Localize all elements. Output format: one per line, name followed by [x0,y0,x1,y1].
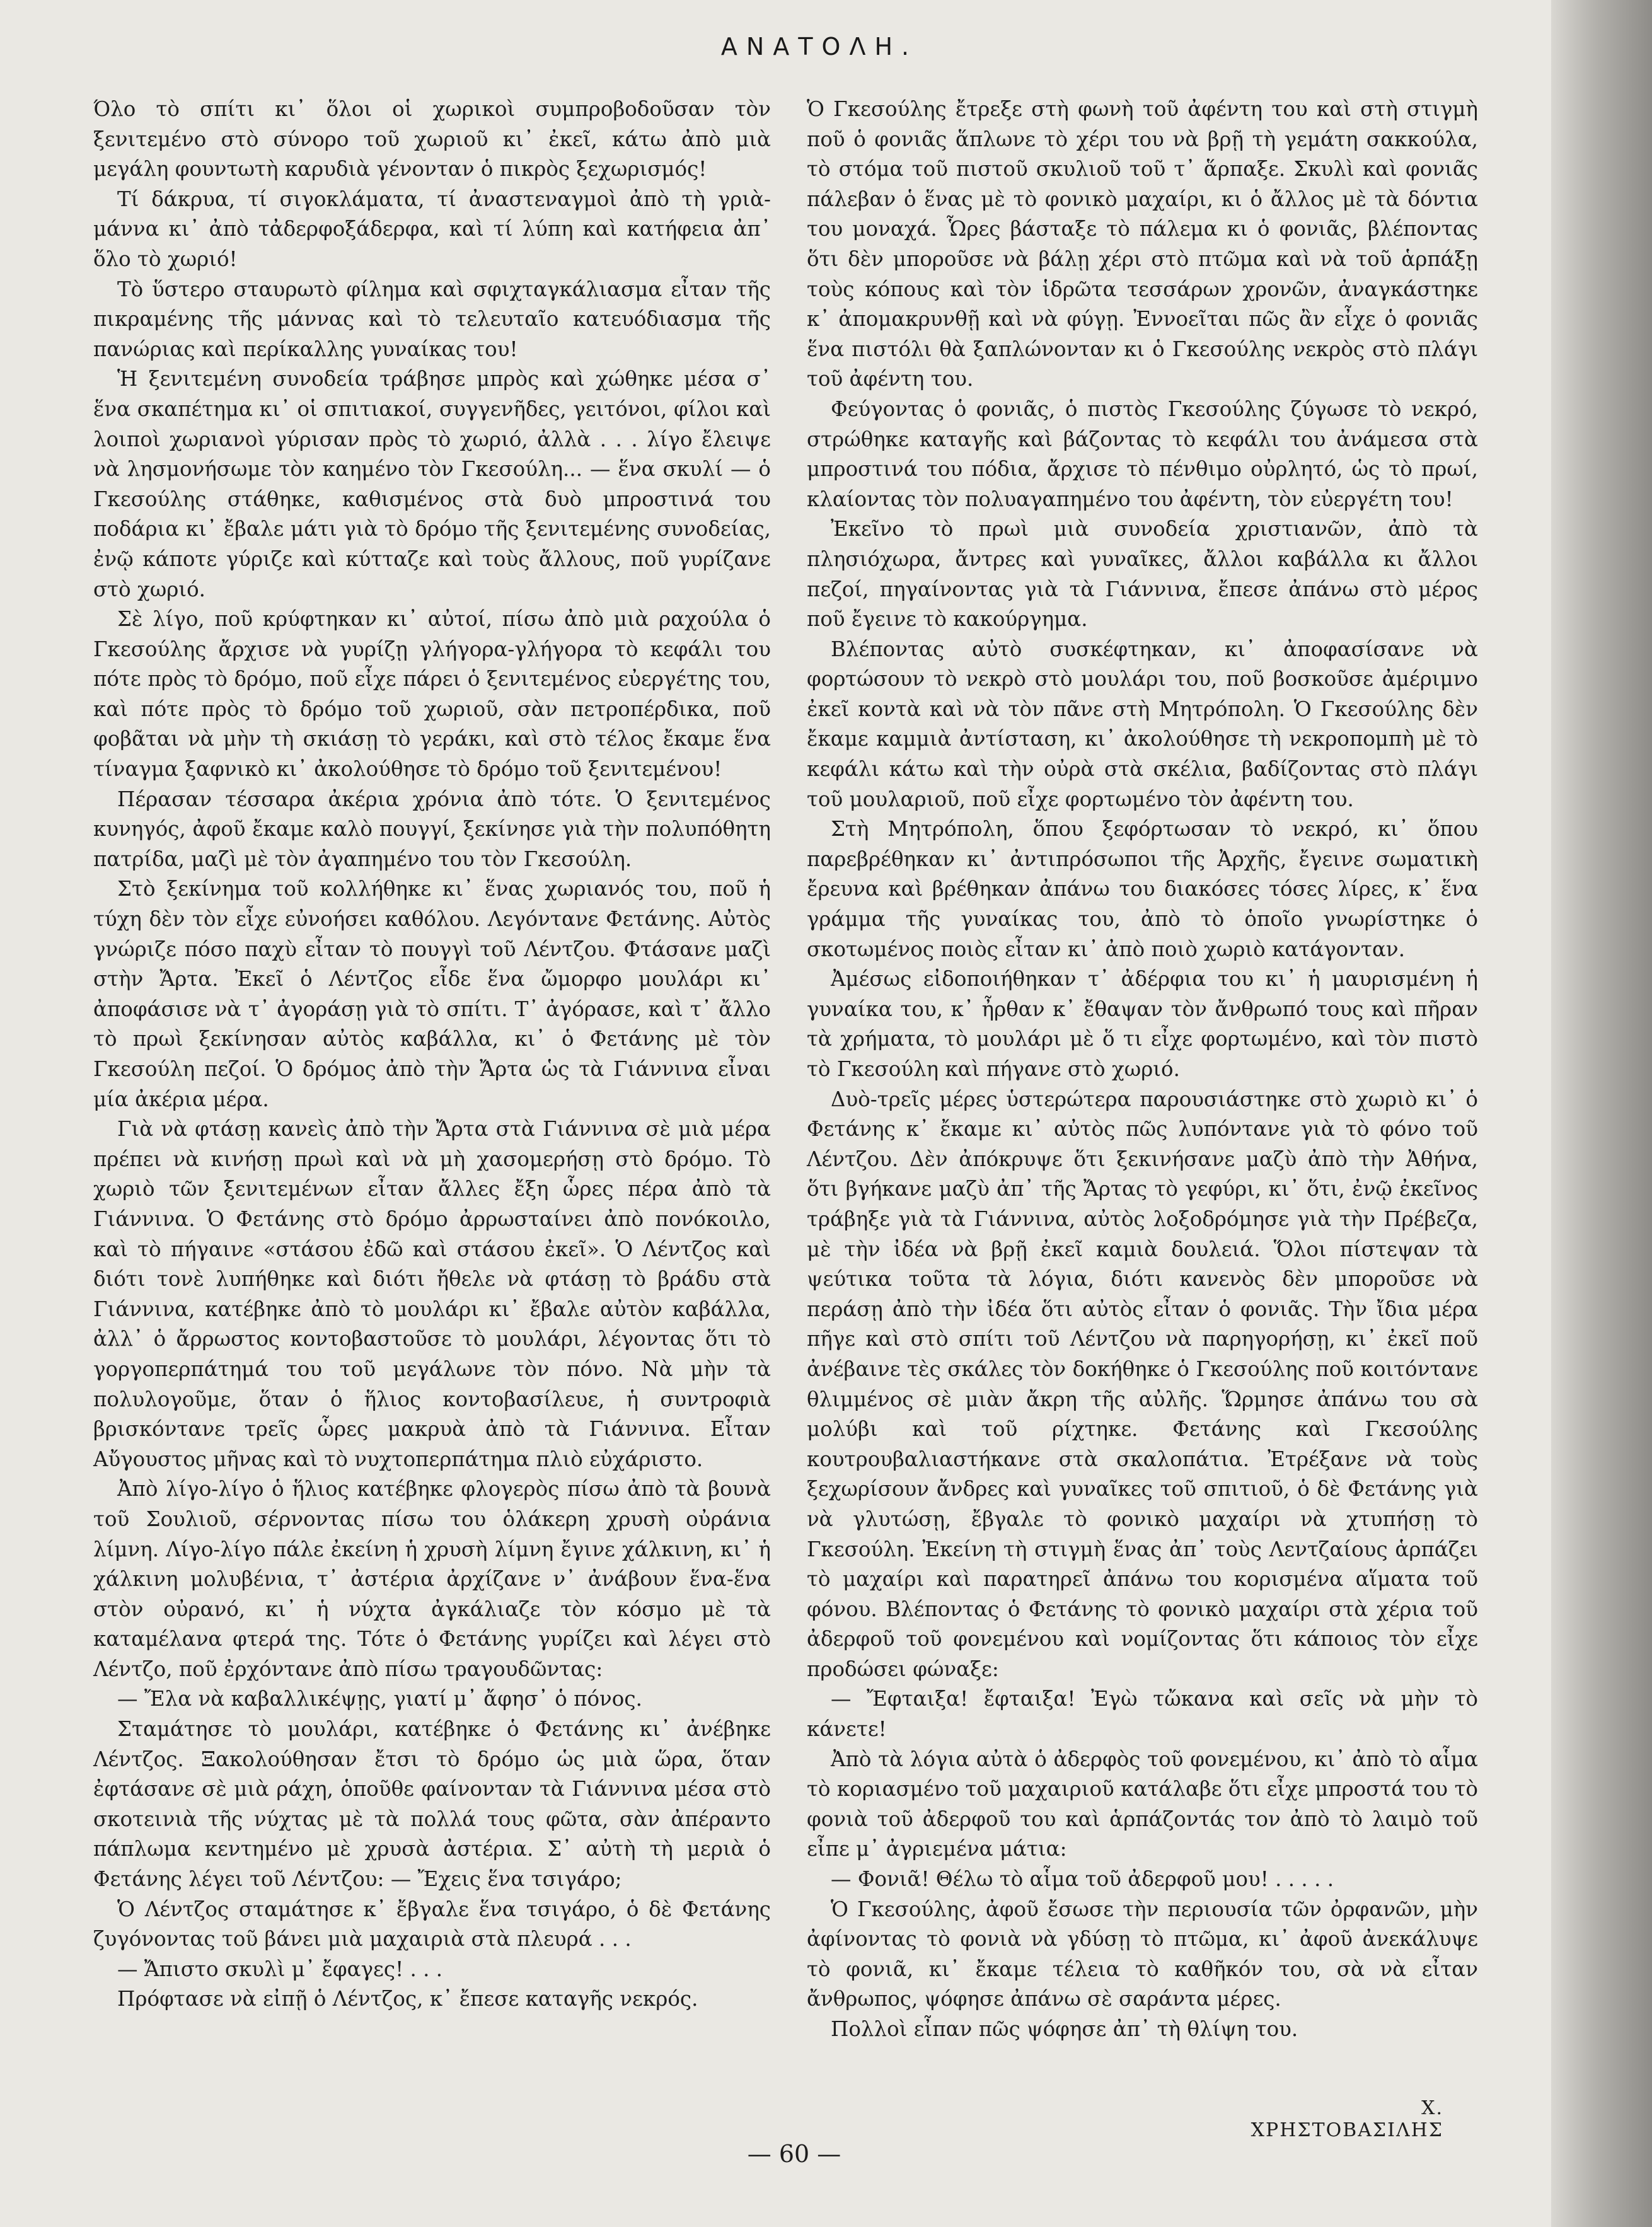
paragraph: Ἀπὸ τὰ λόγια αὐτὰ ὁ ἀδερφὸς τοῦ φονεμένου, κι᾽ ἀπὸ τὸ αἷμα τὸ κοριασμένο τοῦ μαχαιριοῦ κατάλαβε ὅτι εἶχε μπροστά του τὸ φονιὰ τοῦ ἀδερφοῦ του καὶ ἁρπάζοντάς τον ἀπὸ τὸ λαιμὸ τοῦ εἶπε μ᾽ ἀγριεμένα μάτια: [807,1747,1478,1861]
paragraph: Ἡ ξενιτεμένη συνοδεία τράβησε μπρὸς καὶ χώθηκε μέσα σ᾽ ἕνα σκαπέτημα κι᾽ οἱ σπιτιακοί, συγγενῆδες, γειτόνοι, φίλοι καὶ λοιποὶ χωριανοὶ γύρισαν πρὸς τὸ χωριό, ἀλλὰ . . . λίγο ἔλειψε νὰ λησμονήσωμε τὸν καημένο τὸν Γκεσούλη... — ἕνα σκυλί — ὁ Γκεσούλης στάθηκε, καθισμένος στὰ δυὸ μπροστινά του ποδάρια κι᾽ ἔβαλε μάτι γιὰ τὸ δρόμο τῆς ξενιτεμένης συνοδείας, ἐνῷ κάποτε γύριζε καὶ κύτταζε καὶ τοὺς ἄλλους, ποῦ γυρίζανε στὸ χωριό. [93,367,771,601]
paragraph: Τὸ ὕστερο σταυρωτὸ φίλημα καὶ σφιχταγκάλιασμα εἶταν τῆς πικραμένης τῆς μάννας καὶ τὸ τελευταῖο κατευόδιασμα τῆς πανώριας καὶ περίκαλλης γυναίκας του! [93,277,771,361]
paragraph: Γιὰ νὰ φτάσῃ κανεὶς ἀπὸ τὴν Ἄρτα στὰ Γιάννινα σὲ μιὰ μέρα πρέπει νὰ κινήσῃ πρωὶ καὶ νὰ μὴ χασομερήσῃ στὸ δρόμο. Τὸ χωριὸ τῶν ξενιτεμένων εἶταν ἄλλες ἔξη ὧρες πέρα ἀπὸ τὰ Γιάννινα. Ὁ Φετάνης στὸ δρόμο ἀρρωσταίνει ἀπὸ πονόκοιλο, καὶ τὸ πήγαινε «στάσου ἐδῶ καὶ στάσου ἐκεῖ». Ὁ Λέντζος καὶ διότι τονὲ λυπήθηκε καὶ διότι ἤθελε νὰ φτάσῃ τὸ βράδυ στὰ Γιάννινα, κατέβηκε ἀπὸ τὸ μουλάρι κι᾽ ἔβαλε αὐτὸν καβάλλα, ἀλλ᾽ ὁ ἄρρωστος κοντοβαστοῦσε τὸ μουλάρι, λέγοντας ὅτι τὸ γοργοπερπάτημά του τοῦ μεγάλωνε τὸν πόνο. Νὰ μὴν τὰ πολυλογοῦμε, ὅταν ὁ ἥλιος κοντοβασίλευε, ἡ συντροφιὰ βρισκόντανε τρεῖς ὧρες μακρυὰ ἀπὸ τὰ Γιάννινα. Εἶταν Αὔγουστος μῆνας καὶ τὸ νυχτοπερπάτημα πλιὸ εὐχάριστο. [93,1117,771,1471]
paragraph: Ἐκεῖνο τὸ πρωὶ μιὰ συνοδεία χριστιανῶν, ἀπὸ τὰ πλησιόχωρα, ἄντρες καὶ γυναῖκες, ἄλλοι καβάλλα κι ἄλλοι πεζοί, πηγαίνοντας γιὰ τὰ Γιάννινα, ἔπεσε ἀπάνω στὸ μέρος ποῦ ἔγεινε τὸ κακούργημα. [807,517,1478,632]
paragraph: Στὴ Μητρόπολη, ὅπου ξεφόρτωσαν τὸ νεκρό, κι᾽ ὅπου παρεβρέθηκαν κι᾽ ἀντιπρόσωποι τῆς Ἀρχῆς, ἔγεινε σωματικὴ ἔρευνα καὶ βρέθηκαν ἀπάνω του διακόσες τόσες λίρες, κ᾽ ἕνα γράμμα τῆς γυναίκας του, ἀπὸ τὸ ὁποῖο γνωρίστηκε ὁ σκοτωμένος ποιὸς εἶταν κι᾽ ἀπὸ ποιὸ χωριὸ κατάγονταν. [807,817,1478,961]
paragraph: Βλέποντας αὐτὸ συσκέφτηκαν, κι᾽ ἀποφασίσανε νὰ φορτώσουν τὸ νεκρὸ στὸ μουλάρι του, ποῦ βοσκοῦσε ἀμέριμνο ἐκεῖ κοντὰ καὶ νὰ τὸν πᾶνε στὴ Μητρόπολη. Ὁ Γκεσούλης δὲν ἔκαμε καμμιὰ ἀντίσταση, κι᾽ ἀκολούθησε τὴ νεκροπομπὴ μὲ τὸ κεφάλι κάτω καὶ τὴν οὐρὰ στὰ σκέλια, βαδίζοντας στὸ πλάγι τοῦ μουλαριοῦ, ποῦ εἶχε φορτωμένο τὸν ἀφέντη του. [807,637,1478,811]
running-header: ΑΝΑΤΟΛΗ. [720,33,918,61]
page-number: — 60 — [747,2140,841,2168]
paragraph: Ὁ Λέντζος σταμάτησε κ᾽ ἔβγαλε ἕνα τσιγάρο, ὁ δὲ Φετάνης ζυγόνοντας τοῦ βάνει μιὰ μαχαιριὰ στὰ πλευρά . . . [93,1897,771,1952]
paragraph: Πολλοὶ εἶπαν πῶς ψόφησε ἀπ᾽ τὴ θλίψη του. [831,2017,1298,2041]
dialogue-line: — Ἔφταιξα! ἔφταιξα! Ἐγὼ τὤκανα καὶ σεῖς νὰ μὴν τὸ κάνετε! [807,1687,1478,1742]
paragraph: Δυὸ-τρεῖς μέρες ὑστερώτερα παρουσιάστηκε στὸ χωριὸ κι᾽ ὁ Φετάνης κ᾽ ἔκαμε κι᾽ αὐτὸς πῶς λυπόντανε γιὰ τὸ φόνο τοῦ Λέντζου. Δὲν ἀπόκρυψε ὅτι ξεκινήσανε μαζὺ ἀπὸ τὴν Ἀθήνα, ὅτι βγήκανε μαζὺ ἀπ᾽ τῆς Ἄρτας τὸ γεφύρι, κι᾽ ὅτι, ἐνῷ ἐκεῖνος τράβηξε γιὰ τὰ Γιάννινα, αὐτὸς λοξοδρόμησε γιὰ τὴν Πρέβεζα, μὲ τὴν ἰδέα νὰ βρῇ ἐκεῖ καμιὰ δουλειά. Ὅλοι πίστεψαν τὰ ψεύτικα τοῦτα τὰ λόγια, διότι κανενὸς δὲν μποροῦσε νὰ περάσῃ ἀπὸ τὴν ἰδέα ὅτι αὐτὸς εἶταν ὁ φονιᾶς. Τὴν ἴδια μέρα πῆγε καὶ στὸ σπίτι τοῦ Λέντζου νὰ παρηγορήσῃ, κι᾽ ἐκεῖ ποῦ ἀνέβαινε τὲς σκάλες τὸν δοκήθηκε ὁ Γκεσούλης ποῦ κοιτόντανε θλιμμένος σὲ μιὰν ἄκρη τῆς αὐλῆς. Ὥρμησε ἀπάνω του σὰ μολύβι καὶ τοῦ ρίχτηκε. Φετάνης καὶ Γκεσούλης κουτρουβαλιαστήκανε στὰ σκαλοπάτια. Ἐτρέξανε νὰ τοὺς ξεχωρίσουν ἄνδρες καὶ γυναῖκες τοῦ σπιτιοῦ, ὁ δὲ Φετάνης γιὰ νὰ γλυτώσῃ, ἔβγαλε τὸ φονικὸ μαχαίρι νὰ χτυπήσῃ τὸ Γκεσούλη. Ἐκείνη τὴ στιγμὴ ἕνας ἀπ᾽ τοὺς Λεντζαίους ἁρπάζει τὸ μαχαίρι καὶ παρατηρεῖ ἀπάνω του κορισμένα αἵματα τοῦ φόνου. Βλέποντας ὁ Φετάνης τὸ φονικὸ μαχαίρι στὰ χέρια τοῦ ἀδερφοῦ τοῦ φονεμένου καὶ νομίζοντας ὅτι κάποιος τὸν εἶχε προδώσει φώναξε: [807,1087,1478,1681]
right-column [807,95,1478,2045]
author-signature: Χ. ΧΡΗΣΤΟΒΑΣΙΛΗΣ [1251,2097,1443,2141]
paragraph: Πέρασαν τέσσαρα ἀκέρια χρόνια ἀπὸ τότε. Ὁ ξενιτεμένος κυνηγός, ἀφοῦ ἔκαμε καλὸ πουγγί, ξεκίνησε γιὰ τὴν πολυπόθητη πατρίδα, μαζὶ μὲ τὸν ἀγαπημένο του τὸν Γκεσούλη. [93,787,771,871]
paragraph: Ἀμέσως εἰδοποιήθηκαν τ᾽ ἀδέρφια του κι᾽ ἡ μαυρισμένη ἡ γυναίκα του, κ᾽ ἦρθαν κ᾽ ἔθαψαν τὸν ἄνθρωπό τους καὶ πῆραν τὰ χρήματα, τὸ μουλάρι μὲ ὅ τι εἶχε φορτωμένο, καὶ τὸν πιστὸ τὸ Γκεσούλη καὶ πήγανε στὸ χωριό. [807,967,1478,1081]
paragraph: Ὁ Γκεσούλης ἔτρεξε στὴ φωνὴ τοῦ ἀφέντη του καὶ στὴ στιγμὴ ποῦ ὁ φονιᾶς ἅπλωνε τὸ χέρι του νὰ βρῇ τὴ γεμάτη σακκούλα, τὸ στόμα τοῦ πιστοῦ σκυλιοῦ τοῦ τ᾽ ἅρπαξε. Σκυλὶ καὶ φονιᾶς πάλεβαν ὁ ἕνας μὲ τὸ φονικὸ μαχαίρι, κι ὁ ἄλλος μὲ τὰ δόντια του μοναχά. Ὧρες βάσταξε τὸ πάλεμα κι ὁ φονιᾶς, βλέποντας ὅτι δὲν μποροῦσε νὰ βάλῃ χέρι στὸ πτῶμα καὶ νὰ τοῦ ἁρπάξῃ τοὺς κόπους καὶ τὸν ἱδρῶτα τεσσάρων χρονῶν, ἀναγκάστηκε κ᾽ ἀπομακρυνθῇ καὶ νὰ φύγῃ. Ἐννοεῖται πῶς ἂν εἶχε ὁ φονιᾶς ἕνα πιστόλι θὰ ξαπλώνονταν κι ὁ Γκεσούλης νεκρὸς στὸ πλάγι τοῦ ἀφέντη του. [807,97,1478,391]
paragraph: Σὲ λίγο, ποῦ κρύφτηκαν κι᾽ αὐτοί, πίσω ἀπὸ μιὰ ραχούλα ὁ Γκεσούλης ἄρχισε νὰ γυρίζῃ γλήγορα-γλήγορα τὸ κεφάλι του πότε πρὸς τὸ δρόμο, ποῦ εἶχε πάρει ὁ ξενιτεμένος εὐεργέτης του, καὶ πότε πρὸς τὸ δρόμο τοῦ χωριοῦ, σὰν πετροπέρδικα, ποῦ φοβᾶται νὰ μὴν τὴ σκιάσῃ τὸ γεράκι, καὶ στὸ τέλος ἔκαμε ἕνα τίναγμα ξαφνικὸ κι᾽ ἀκολούθησε τὸ δρόμο τοῦ ξενιτεμένου! [93,607,771,782]
page-edge-shadow [1551,0,1652,2227]
paragraph: Όλο τὸ σπίτι κι᾽ ὅλοι οἱ χωρικοὶ συμπροβοδοῦσαν τὸν ξενιτεμένο στὸ σύνορο τοῦ χωριοῦ κι᾽ ἐκεῖ, κάτω ἀπὸ μιὰ μεγάλη φουντωτὴ καρυδιὰ γένονταν ὁ πικρὸς ξεχωρισμός! [93,97,771,182]
dialogue-line: — Φονιᾶ! Θέλω τὸ αἷμα τοῦ ἀδερφοῦ μου! . . . . . [831,1867,1334,1892]
paragraph: Ὁ Γκεσούλης, ἀφοῦ ἔσωσε τὴν περιουσία τῶν ὀρφανῶν, μὴν ἀφίνοντας τὸ φονιὰ νὰ γδύσῃ τὸ πτῶμα, κι᾽ ἀφοῦ ἀνεκάλυψε τὸ φονιᾶ, κι᾽ ἔκαμε τέλεια τὸ καθῆκόν του, σὰ νὰ εἶταν ἄνθρωπος, ψόφησε ἀπάνω σὲ σαράντα μέρες. [807,1897,1478,2011]
left-column [93,95,771,2015]
paragraph: Πρόφτασε νὰ εἰπῇ ὁ Λέντζος, κ᾽ ἔπεσε καταγῆς νεκρός. [117,1987,698,2011]
paragraph: Τί δάκρυα, τί σιγοκλάματα, τί ἀναστεναγμοὶ ἀπὸ τὴ γριὰ-μάννα κι᾽ ἀπὸ τἀδερφοξάδερφα, καὶ τί λύπη καὶ κατήφεια ἀπ᾽ ὅλο τὸ χωριό! [93,187,771,271]
paragraph: Στὸ ξεκίνημα τοῦ κολλήθηκε κι᾽ ἕνας χωριανός του, ποῦ ἡ τύχη δὲν τὸν εἶχε εὐνοήσει καθόλου. Λεγόντανε Φετάνης. Αὐτὸς γνώριζε πόσο παχὺ εἶταν τὸ πουγγὶ τοῦ Λέντζου. Φτάσανε μαζὶ στὴν Ἄρτα. Ἐκεῖ ὁ Λέντζος εἶδε ἕνα ὤμορφο μουλάρι κι᾽ ἀποφάσισε νὰ τ᾽ ἀγοράσῃ γιὰ τὸ σπίτι. Τ᾽ ἀγόρασε, καὶ τ᾽ ἄλλο τὸ πρωὶ ξεκίνησαν αὐτὸς καβάλλα, κι᾽ ὁ Φετάνης μὲ τὸν Γκεσούλη πεζοί. Ὁ δρόμος ἀπὸ τὴν Ἄρτα ὡς τὰ Γιάννινα εἶναι μία ἀκέρια μέρα. [93,877,771,1111]
paragraph: Ἀπὸ λίγο-λίγο ὁ ἥλιος κατέβηκε φλογερὸς πίσω ἀπὸ τὰ βουνὰ τοῦ Σουλιοῦ, σέρνοντας πίσω του ὁλάκερη χρυσὴ οὐράνια λίμνη. Λίγο-λίγο πάλε ἐκείνη ἡ χρυσὴ λίμνη ἔγινε χάλκινη, κι᾽ ἡ χάλκινη μολυβένια, τ᾽ ἀστέρια ἀρχίζανε ν᾽ ἀνάβουν ἕνα-ἕνα στὸν οὐρανό, κι᾽ ἡ νύχτα ἀγκάλιαζε τὸν κόσμο μὲ τὰ καταμέλανα φτερά της. Τότε ὁ Φετάνης γυρίζει καὶ λέγει στὸ Λέντζο, ποῦ ἐρχόντανε ἀπὸ πίσω τραγουδῶντας: [93,1477,771,1681]
dialogue-line: — Ἄπιστο σκυλὶ μ᾽ ἔφαγες! . . . [117,1957,443,1981]
dialogue-line: — Ἔλα νὰ καβαλλικέψῃς, γιατί μ᾽ ἄφησ᾽ ὁ πόνος. [117,1687,642,1711]
paragraph: Φεύγοντας ὁ φονιᾶς, ὁ πιστὸς Γκεσούλης ζύγωσε τὸ νεκρό, στρώθηκε καταγῆς καὶ βάζοντας τὸ κεφάλι του ἀνάμεσα στὰ μπροστινά του πόδια, ἄρχισε τὸ πένθιμο οὐρλητό, ὡς τὸ πρωί, κλαίοντας τὸν πολυαγαπημένο του ἀφέντη, τὸν εὐεργέτη του! [807,396,1478,511]
paragraph: Σταμάτησε τὸ μουλάρι, κατέβηκε ὁ Φετάνης κι᾽ ἀνέβηκε Λέντζος. Ξακολούθησαν ἔτσι τὸ δρόμο ὡς μιὰ ὥρα, ὅταν ἐφτάσανε σὲ μιὰ ράχη, ὁποῦθε φαίνονταν τὰ Γιάννινα μέσα στὸ σκοτεινιὰ τῆς νύχτας μὲ τὰ πολλά τους φῶτα, σὰν ἀπέραντο πάπλωμα κεντημένο μὲ χρυσὰ ἀστέρια. Σ᾽ αὐτὴ τὴ μεριὰ ὁ Φετάνης λέγει τοῦ Λέντζου: — Ἔχεις ἕνα τσιγάρο; [93,1717,771,1892]
